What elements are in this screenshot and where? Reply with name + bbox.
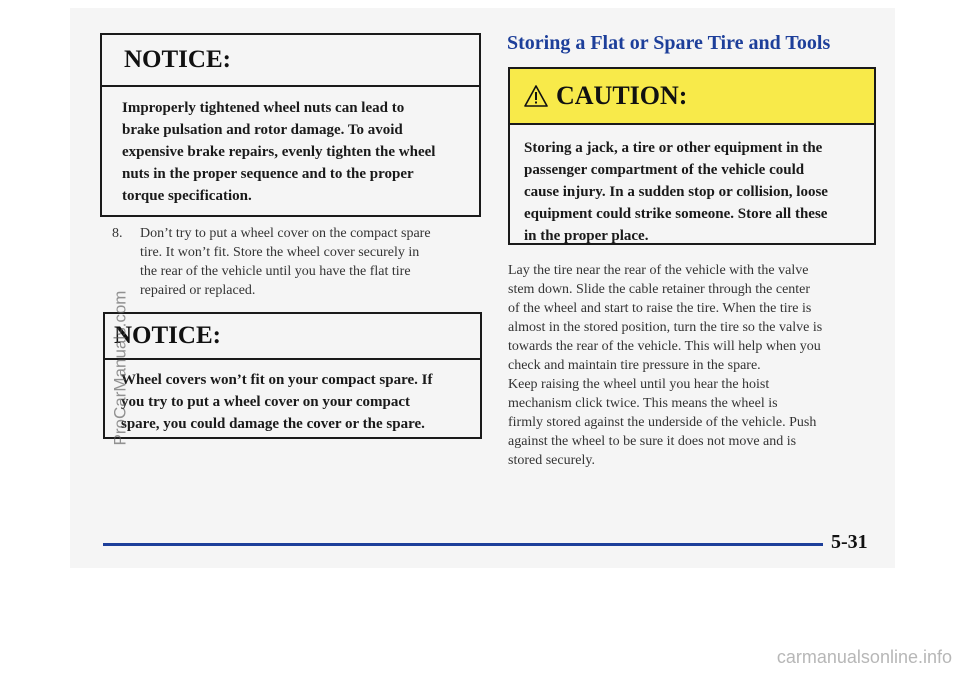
paragraph-line: check and maintain tire pressure in the spare. — [508, 358, 761, 373]
caution-heading: CAUTION: — [556, 81, 688, 110]
warning-triangle-icon — [524, 85, 548, 107]
paragraph-line: stored securely. — [508, 453, 595, 468]
side-watermark-text: ProCarManuals.com — [110, 290, 130, 446]
step-line: the rear of the vehicle until you have the flat tire — [140, 264, 411, 279]
paragraph-keep-raising — [508, 375, 880, 470]
notice-box-wheel-nuts — [100, 33, 481, 217]
step-line: repaired or replaced. — [140, 283, 256, 298]
caution-line: passenger compartment of the vehicle could — [524, 162, 805, 178]
bottom-watermark: carmanualsonline.info — [776, 647, 952, 667]
notice-header — [105, 314, 480, 360]
caution-header — [510, 69, 874, 125]
notice-line: brake pulsation and rotor damage. To avoid — [122, 122, 403, 138]
page-number: 5-31 — [831, 531, 868, 553]
section-title: Storing a Flat or Spare Tire and Tools — [507, 32, 831, 54]
paragraph-lay-tire — [508, 261, 880, 375]
paragraph-line: stem down. Slide the cable retainer through the center — [508, 282, 811, 297]
notice-line: Wheel covers won’t fit on your compact spare. If — [121, 372, 433, 388]
paragraph-line: mechanism click twice. This means the wheel is — [508, 396, 778, 411]
side-watermark — [110, 178, 130, 446]
caution-box — [508, 67, 876, 245]
step-number: 8. — [112, 226, 123, 241]
notice-text — [105, 360, 480, 435]
paragraph-line: almost in the stored position, turn the tire so the valve is — [508, 320, 823, 335]
paragraph-line: Keep raising the wheel until you hear the hoist — [508, 377, 770, 392]
paragraph-line: against the wheel to be sure it does not move and is — [508, 434, 797, 449]
notice-line: expensive brake repairs, evenly tighten the wheel — [122, 144, 436, 160]
paragraph-line: Lay the tire near the rear of the vehicle with the valve — [508, 263, 809, 278]
step-line: tire. It won’t fit. Store the wheel cover securely in — [140, 245, 420, 260]
notice-header — [102, 35, 479, 87]
paragraph-line: of the wheel and start to raise the tire. When the tire is — [508, 301, 812, 316]
notice-line: Improperly tightened wheel nuts can lead to — [122, 100, 405, 116]
caution-line: in the proper place. — [524, 228, 649, 244]
caution-text — [510, 125, 874, 247]
notice-box-wheel-covers — [103, 312, 482, 439]
paragraph-line: towards the rear of the vehicle. This will help when you — [508, 339, 821, 354]
step-8 — [112, 224, 482, 300]
caution-line: Storing a jack, a tire or other equipment in the — [524, 140, 823, 156]
notice-line: you try to put a wheel cover on your compact — [121, 394, 410, 410]
notice-line: spare, you could damage the cover or the spare. — [121, 416, 425, 432]
notice-heading: NOTICE: — [124, 46, 231, 73]
caution-line: cause injury. In a sudden stop or collision, loose — [524, 184, 828, 200]
step-text — [140, 224, 431, 300]
caution-line: equipment could strike someone. Store all these — [524, 206, 828, 222]
notice-line: torque specification. — [122, 188, 252, 204]
footer-rule — [103, 543, 823, 546]
notice-heading: NOTICE: — [114, 322, 221, 349]
notice-text — [102, 87, 479, 207]
step-line: Don’t try to put a wheel cover on the compact spare — [140, 226, 431, 241]
notice-line: nuts in the proper sequence and to the proper — [122, 166, 414, 182]
paragraph-line: firmly stored against the underside of the vehicle. Push — [508, 415, 817, 430]
